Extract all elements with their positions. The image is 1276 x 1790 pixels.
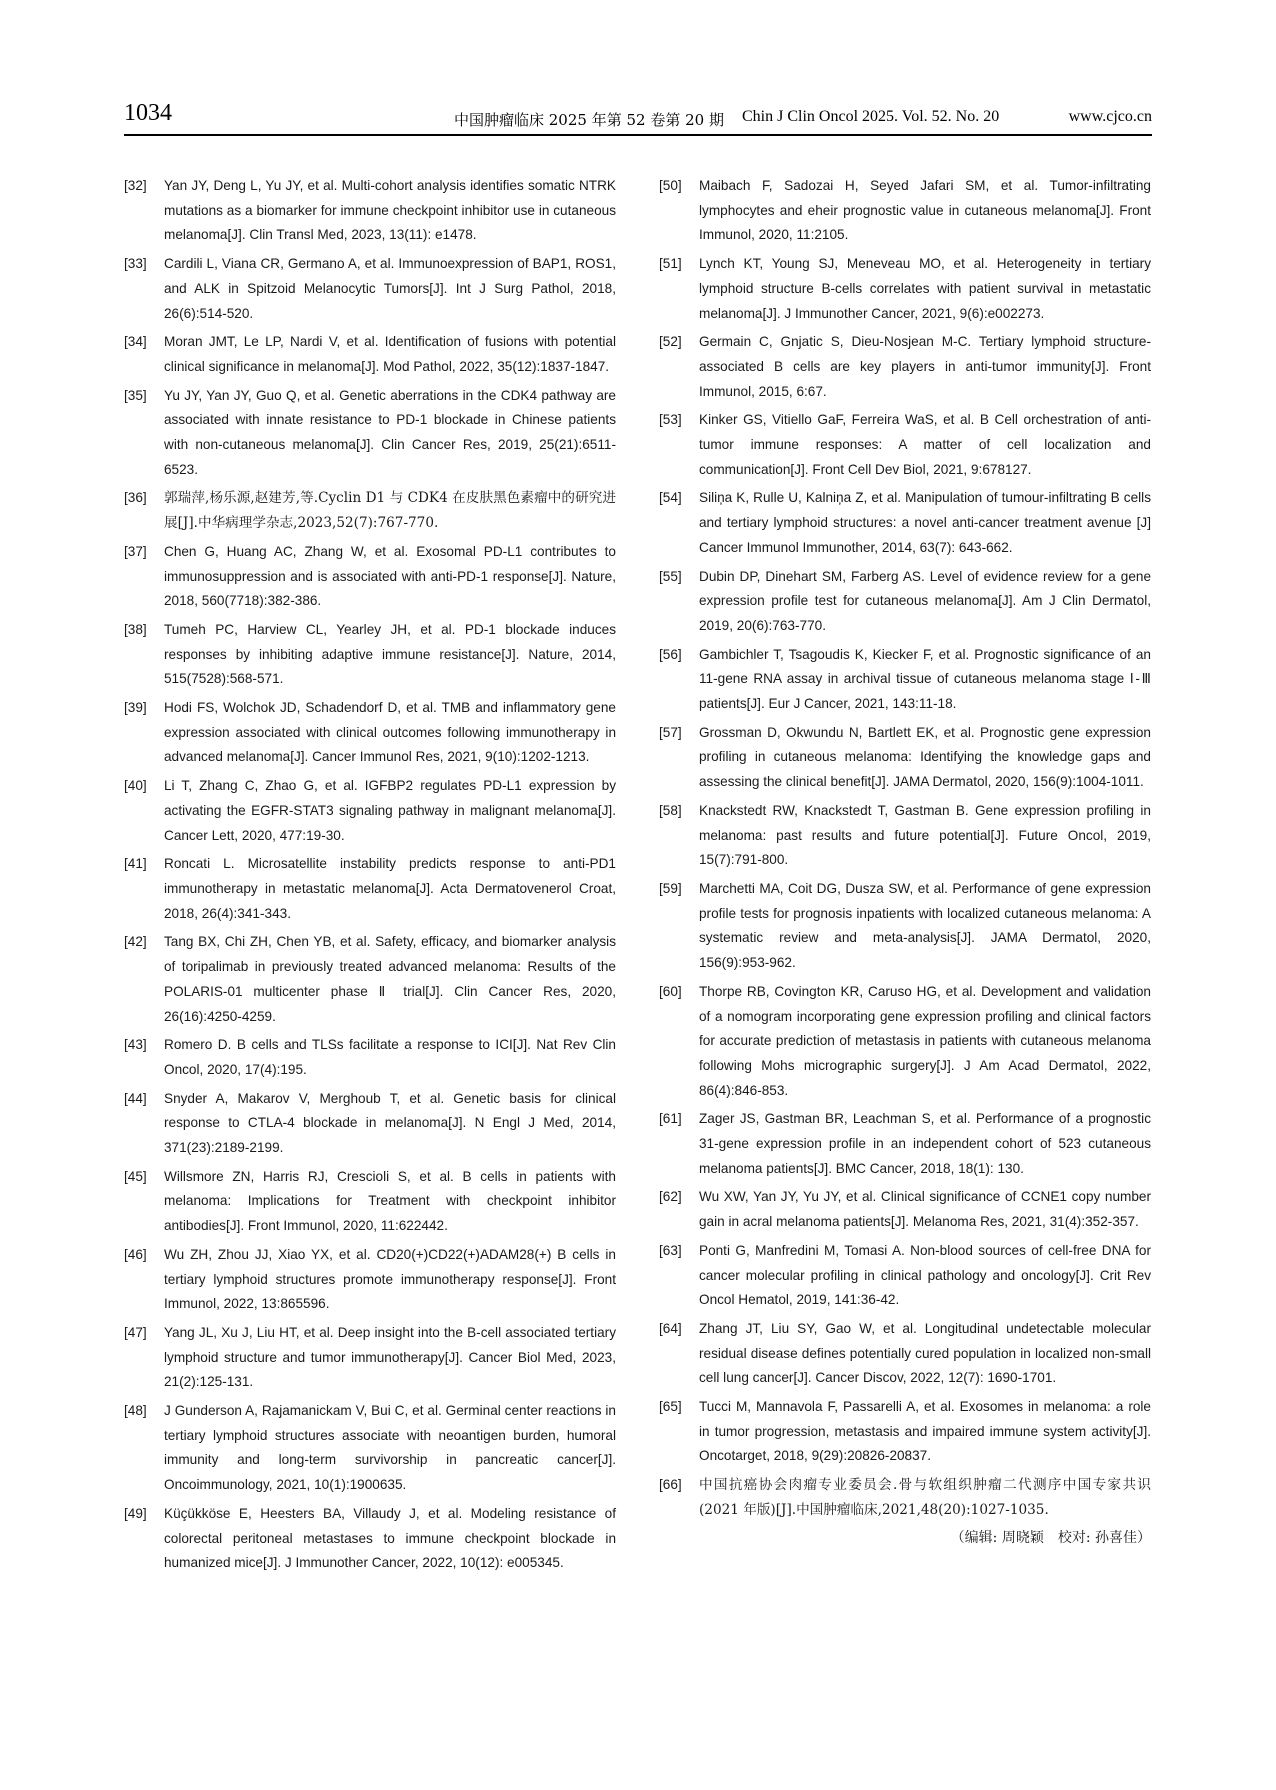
journal-title-chinese: 中国肿瘤临床 2025 年第 52 卷第 20 期 xyxy=(454,111,724,129)
reference-text: Hodi FS, Wolchok JD, Schadendorf D, et al. TMB and inflammatory gene expression associated with clinical outcomes following immunotherapy in advanced melanoma[J]. Cancer Immunol Res, 2021, 9(10):1202-1213. xyxy=(164,700,616,765)
reference-text: Zhang JT, Liu SY, Gao W, et al. Longitudinal undetectable molecular residual disease defines potentially cured population in localized non-small cell lung cancer[J]. Cancer Discov, 2022, 12(7): 1690-1701. xyxy=(699,1320,1151,1386)
references-left-column xyxy=(124,174,616,1580)
reference-number: [60] xyxy=(659,983,682,999)
page-number: 1034 xyxy=(124,100,172,126)
reference-item xyxy=(124,1399,616,1498)
reference-text: Cardili L, Viana CR, Germano A, et al. Immunoexpression of BAP1, ROS1, and ALK in Spitzoid Melanocytic Tumors[J]. Int J Surg Pathol, 2018, 26(6):514-520. xyxy=(164,256,616,321)
reference-text: Wu XW, Yan JY, Yu JY, et al. Clinical significance of CCNE1 copy number gain in acral melanoma patients[J]. Melanoma Res, 2021, 31(4):352-357. xyxy=(699,1189,1151,1230)
references-right-column xyxy=(659,174,1151,1547)
reference-number: [42] xyxy=(124,934,147,950)
reference-text: Lynch KT, Young SJ, Meneveau MO, et al. Heterogeneity in tertiary lymphoid structure B-cells correlates with patient survival in metastatic melanoma[J]. J Immunother Cancer, 2021, 9(6):e002273. xyxy=(699,256,1151,321)
reference-item xyxy=(659,1239,1151,1313)
reference-item xyxy=(659,980,1151,1104)
reference-text: Wu ZH, Zhou JJ, Xiao YX, et al. CD20(+)CD22(+)ADAM28(+) B cells in tertiary lymphoid structures promote immunotherapy response[J]. Front Immunol, 2022, 13:865596. xyxy=(164,1246,616,1312)
reference-item xyxy=(659,877,1151,976)
reference-text: Yang JL, Xu J, Liu HT, et al. Deep insight into the B-cell associated tertiary lymphoid structure and tumor immunotherapy[J]. Cancer Biol Med, 2023, 21(2):125-131. xyxy=(164,1324,616,1390)
reference-item xyxy=(124,252,616,326)
reference-item xyxy=(124,696,616,770)
reference-item xyxy=(124,852,616,926)
reference-text: Willsmore ZN, Harris RJ, Crescioli S, et al. B cells in patients with melanoma: Implications for Treatment with checkpoint inhibitor antibodies[J]. Front Immunol, 2020, 11:622442. xyxy=(164,1168,616,1234)
reference-item xyxy=(124,930,616,1029)
header-rule xyxy=(124,134,1152,136)
reference-number: [45] xyxy=(124,1168,147,1184)
reference-text: Knackstedt RW, Knackstedt T, Gastman B. Gene expression profiling in melanoma: past results and future potential[J]. Future Oncol, 2019, 15(7):791-800. xyxy=(699,802,1151,868)
reference-item xyxy=(124,1502,616,1576)
reference-number: [57] xyxy=(659,724,682,740)
reference-item xyxy=(124,174,616,248)
reference-item xyxy=(124,384,616,483)
reference-text: Gambichler T, Tsagoudis K, Kiecker F, et al. Prognostic significance of an 11-gene RNA assay in archival tissue of cutaneous melanoma stage Ⅰ-Ⅲ patients[J]. Eur J Cancer, 2021, 143:11-18. xyxy=(699,646,1151,712)
journal-title-english: Chin J Clin Oncol 2025. Vol. 52. No. 20 xyxy=(742,108,1000,125)
reference-number: [61] xyxy=(659,1111,682,1127)
reference-number: [48] xyxy=(124,1403,147,1419)
page-header xyxy=(124,100,1152,132)
reference-text: Germain C, Gnjatic S, Dieu-Nosjean M-C. Tertiary lymphoid structure-associated B cells are key players in anti-tumor immunity[J]. Front Immunol, 2015, 6:67. xyxy=(699,334,1151,399)
reference-item xyxy=(659,408,1151,482)
reference-item xyxy=(124,486,616,535)
journal-url: www.cjco.cn xyxy=(1068,108,1152,125)
reference-item xyxy=(659,174,1151,248)
reference-text: 郭瑞萍,杨乐源,赵建芳,等.Cyclin D1 与 CDK4 在皮肤黑色素瘤中的研究进展[J].中华病理学杂志,2023,52(7):767-770. xyxy=(164,490,616,532)
reference-item xyxy=(659,643,1151,717)
reference-number: [59] xyxy=(659,880,682,896)
reference-item xyxy=(124,1033,616,1082)
reference-item xyxy=(659,1473,1151,1522)
reference-text: Tumeh PC, Harview CL, Yearley JH, et al. PD-1 blockade induces responses by inhibiting adaptive immune resistance[J]. Nature, 2014, 515(7528):568-571. xyxy=(164,621,616,687)
reference-text: Yan JY, Deng L, Yu JY, et al. Multi-cohort analysis identifies somatic NTRK mutations as a biomarker for immune checkpoint inhibitor use in cutaneous melanoma[J]. Clin Transl Med, 2023, 13(11): e1478. xyxy=(164,178,616,243)
reference-number: [64] xyxy=(659,1320,682,1336)
reference-item xyxy=(659,1395,1151,1469)
reference-number: [65] xyxy=(659,1399,682,1415)
reference-number: [49] xyxy=(124,1505,147,1521)
reference-number: [38] xyxy=(124,621,147,637)
reference-number: [66] xyxy=(659,1477,682,1493)
reference-number: [56] xyxy=(659,646,682,662)
editor-note: （编辑: 周晓颖 校对: 孙喜佳） xyxy=(950,1529,1151,1546)
reference-number: [34] xyxy=(124,334,147,350)
reference-number: [55] xyxy=(659,568,682,584)
reference-item xyxy=(659,721,1151,795)
reference-number: [33] xyxy=(124,256,147,272)
reference-item xyxy=(124,1087,616,1161)
reference-item xyxy=(659,799,1151,873)
reference-text: Ponti G, Manfredini M, Tomasi A. Non-blood sources of cell-free DNA for cancer molecular profiling in clinical pathology and oncology[J]. Crit Rev Oncol Hematol, 2019, 141:36-42. xyxy=(699,1242,1151,1308)
reference-item xyxy=(124,1243,616,1317)
reference-text: Romero D. B cells and TLSs facilitate a response to ICI[J]. Nat Rev Clin Oncol, 2020, 17(4):195. xyxy=(164,1037,616,1077)
reference-number: [50] xyxy=(659,178,682,193)
reference-item xyxy=(124,1165,616,1239)
reference-item xyxy=(124,1321,616,1395)
reference-text: Li T, Zhang C, Zhao G, et al. IGFBP2 regulates PD-L1 expression by activating the EGFR-STAT3 signaling pathway in malignant melanoma[J]. Cancer Lett, 2020, 477:19-30. xyxy=(164,778,616,843)
reference-number: [44] xyxy=(124,1090,147,1106)
reference-text: Moran JMT, Le LP, Nardi V, et al. Identification of fusions with potential clinical significance in melanoma[J]. Mod Pathol, 2022, 35(12):1837-1847. xyxy=(164,334,616,374)
reference-text: Thorpe RB, Covington KR, Caruso HG, et al. Development and validation of a nomogram incorporating gene expression profiling and clinical factors for accurate prediction of metastasis in patients with cutaneous melanoma following Mohs micrographic surgery[J]. J Am Acad Dermatol, 2022, 86(4):846-853. xyxy=(699,983,1151,1098)
reference-text: Zager JS, Gastman BR, Leachman S, et al. Performance of a prognostic 31-gene expression profile in an independent cohort of 523 cutaneous melanoma patients[J]. BMC Cancer, 2018, 18(1): 130. xyxy=(699,1111,1151,1176)
reference-item xyxy=(659,1185,1151,1234)
reference-text: Kinker GS, Vitiello GaF, Ferreira WaS, et al. B Cell orchestration of anti-tumor immune responses: A matter of cell localization and communication[J]. Front Cell Dev Biol, 2021, 9:678127. xyxy=(699,412,1151,477)
reference-text: Dubin DP, Dinehart SM, Farberg AS. Level of evidence review for a gene expression profile test for cutaneous melanoma[J]. Am J Clin Dermatol, 2019, 20(6):763-770. xyxy=(699,568,1151,633)
reference-item xyxy=(124,774,616,848)
reference-text: Tang BX, Chi ZH, Chen YB, et al. Safety, efficacy, and biomarker analysis of toripalimab in previously treated advanced melanoma: Results of the POLARIS-01 multicenter phase Ⅱ trial[J]. Clin Cancer Res, 2020, 26(16):4250-4259. xyxy=(164,934,616,1024)
reference-number: [40] xyxy=(124,778,147,794)
reference-number: [58] xyxy=(659,802,682,818)
reference-text: 中国抗癌协会肉瘤专业委员会.骨与软组织肿瘤二代测序中国专家共识 (2021 年版)[J].中国肿瘤临床,2021,48(20):1027-1035. xyxy=(699,1477,1151,1518)
reference-item xyxy=(659,486,1151,560)
reference-text: Marchetti MA, Coit DG, Dusza SW, et al. Performance of gene expression profile tests for prognosis inpatients with localized cutaneous melanoma: A systematic review and meta-analysis[J]. JAMA Dermatol, 2020, 156(9):953-962. xyxy=(699,880,1151,971)
reference-text: Snyder A, Makarov V, Merghoub T, et al. Genetic basis for clinical response to CTLA-4 blockade in melanoma[J]. N Engl J Med, 2014, 371(23):2189-2199. xyxy=(164,1090,616,1156)
reference-number: [39] xyxy=(124,700,147,716)
reference-item xyxy=(659,330,1151,404)
reference-item xyxy=(124,540,616,614)
reference-text: Siliņa K, Rulle U, Kalniņa Z, et al. Manipulation of tumour-infiltrating B cells and tertiary lymphoid structures: a novel anti-cancer treatment avenue [J] Cancer Immunol Immunother, 2014, 63(7): 643-662. xyxy=(699,490,1151,555)
reference-number: [54] xyxy=(659,490,682,506)
reference-number: [51] xyxy=(659,256,682,272)
reference-item xyxy=(124,618,616,692)
reference-text: Yu JY, Yan JY, Guo Q, et al. Genetic aberrations in the CDK4 pathway are associated with innate resistance to PD-1 blockade in Chinese patients with non-cutaneous melanoma[J]. Clin Cancer Res, 2019, 25(21):6511-6523. xyxy=(164,387,616,477)
references-right-list xyxy=(659,174,1151,1523)
reference-number: [47] xyxy=(124,1324,147,1340)
reference-number: [35] xyxy=(124,387,147,403)
reference-text: J Gunderson A, Rajamanickam V, Bui C, et al. Germinal center reactions in tertiary lymphoid structures associate with neoantigen burden, humoral immunity and long-term survivorship in pancreatic cancer[J]. Oncoimmunology, 2021, 10(1):1900635. xyxy=(164,1403,616,1493)
reference-number: [52] xyxy=(659,334,682,350)
reference-text: Roncati L. Microsatellite instability predicts response to anti-PD1 immunotherapy in metastatic melanoma[J]. Acta Dermatovenerol Croat, 2018, 26(4):341-343. xyxy=(164,856,616,921)
reference-text: Küçükköse E, Heesters BA, Villaudy J, et al. Modeling resistance of colorectal peritoneal metastases to immune checkpoint blockade in humanized mice[J]. J Immunother Cancer, 2022, 10(12): e005345. xyxy=(164,1505,616,1571)
reference-item xyxy=(659,1107,1151,1181)
reference-item xyxy=(124,330,616,379)
reference-item xyxy=(659,252,1151,326)
reference-text: Chen G, Huang AC, Zhang W, et al. Exosomal PD-L1 contributes to immunosuppression and is associated with anti-PD-1 response[J]. Nature, 2018, 560(7718):382-386. xyxy=(164,543,616,609)
reference-number: [41] xyxy=(124,856,147,872)
reference-number: [32] xyxy=(124,178,147,193)
reference-number: [62] xyxy=(659,1189,682,1205)
reference-number: [46] xyxy=(124,1246,147,1262)
reference-number: [36] xyxy=(124,490,147,506)
reference-text: Tucci M, Mannavola F, Passarelli A, et al. Exosomes in melanoma: a role in tumor progression, metastasis and impaired immune system activity[J]. Oncotarget, 2018, 9(29):20826-20837. xyxy=(699,1399,1151,1464)
reference-number: [63] xyxy=(659,1242,682,1258)
reference-text: Maibach F, Sadozai H, Seyed Jafari SM, et al. Tumor-infiltrating lymphocytes and eheir prognostic value in cutaneous melanoma[J]. Front Immunol, 2020, 11:2105. xyxy=(699,178,1151,243)
reference-number: [37] xyxy=(124,543,147,559)
reference-item xyxy=(659,1317,1151,1391)
reference-item xyxy=(659,565,1151,639)
reference-number: [53] xyxy=(659,412,682,428)
reference-text: Grossman D, Okwundu N, Bartlett EK, et al. Prognostic gene expression profiling in cutaneous melanoma: Identifying the knowledge gaps and assessing the clinical benefit[J]. JAMA Dermatol, 2020, 156(9):1004-1011. xyxy=(699,724,1151,790)
reference-number: [43] xyxy=(124,1037,147,1053)
